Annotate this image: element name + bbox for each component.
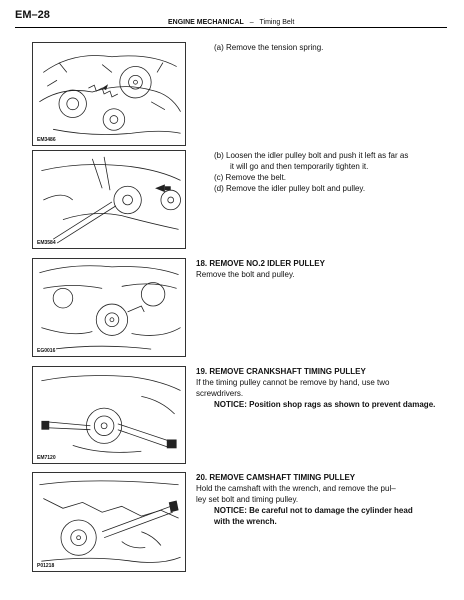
figure-camshaft-pulley [32, 472, 186, 572]
substep-b-line2: it will go and then temporarily tighten it. [230, 162, 369, 171]
figure-code: EM3584 [37, 240, 56, 246]
illustration-tension-spring [33, 43, 185, 145]
step-title: 20. REMOVE CAMSHAFT TIMING PULLEY [196, 473, 356, 482]
step-title: 18. REMOVE NO.2 IDLER PULLEY [196, 259, 325, 268]
substep-d: (d) Remove the idler pulley bolt and pulley. [214, 184, 366, 193]
step-title: 19. REMOVE CRANKSHAFT TIMING PULLEY [196, 367, 366, 376]
figure-crankshaft-pulley [32, 366, 186, 464]
substep-b [196, 150, 446, 172]
step-body-line1: If the timing pulley cannot be remove by hand, use two [196, 378, 390, 387]
figure-code: P01218 [37, 563, 55, 569]
substep-a: (a) Remove the tension spring. [214, 43, 324, 52]
illustration-crankshaft-pulley [33, 367, 185, 463]
notice-line1: NOTICE: Be careful not to damage the cylinder head [214, 506, 413, 515]
figure-code: EM7120 [37, 455, 56, 461]
figure-code: EM3486 [37, 137, 56, 143]
section-title: ENGINE MECHANICAL [168, 19, 244, 26]
header-separator: – [249, 19, 254, 26]
step-tension-spring [196, 42, 446, 53]
step-18 [196, 258, 446, 280]
header-rule [15, 27, 447, 28]
figure-idler-pulley [32, 150, 186, 249]
step-body-line1: Hold the camshaft with the wrench, and remove the pul– [196, 484, 396, 493]
step-19 [196, 366, 446, 410]
figure-no2-idler-pulley [32, 258, 186, 357]
step-body-line2: ley set bolt and timing pulley. [196, 495, 299, 504]
illustration-no2-idler-pulley [33, 259, 185, 356]
illustration-camshaft-pulley [33, 473, 185, 571]
step-20 [196, 472, 446, 527]
illustration-idler-pulley [33, 151, 185, 248]
figure-code: EG0016 [37, 348, 56, 354]
step-body: Remove the bolt and pulley. [196, 270, 295, 279]
substep-c: (c) Remove the belt. [214, 173, 287, 182]
step-body-line2: screwdrivers. [196, 389, 244, 398]
running-header [168, 19, 294, 26]
substep-b-line1: (b) Loosen the idler pulley bolt and push it left as far as [214, 151, 409, 160]
notice-line2: with the wrench. [214, 517, 277, 526]
page-number: EM–28 [15, 9, 50, 21]
figure-tension-spring [32, 42, 186, 146]
notice: NOTICE: Position shop rags as shown to prevent damage. [214, 400, 436, 409]
subsection-title: Timing Belt [259, 19, 295, 26]
step-idler-pulley [196, 150, 446, 194]
